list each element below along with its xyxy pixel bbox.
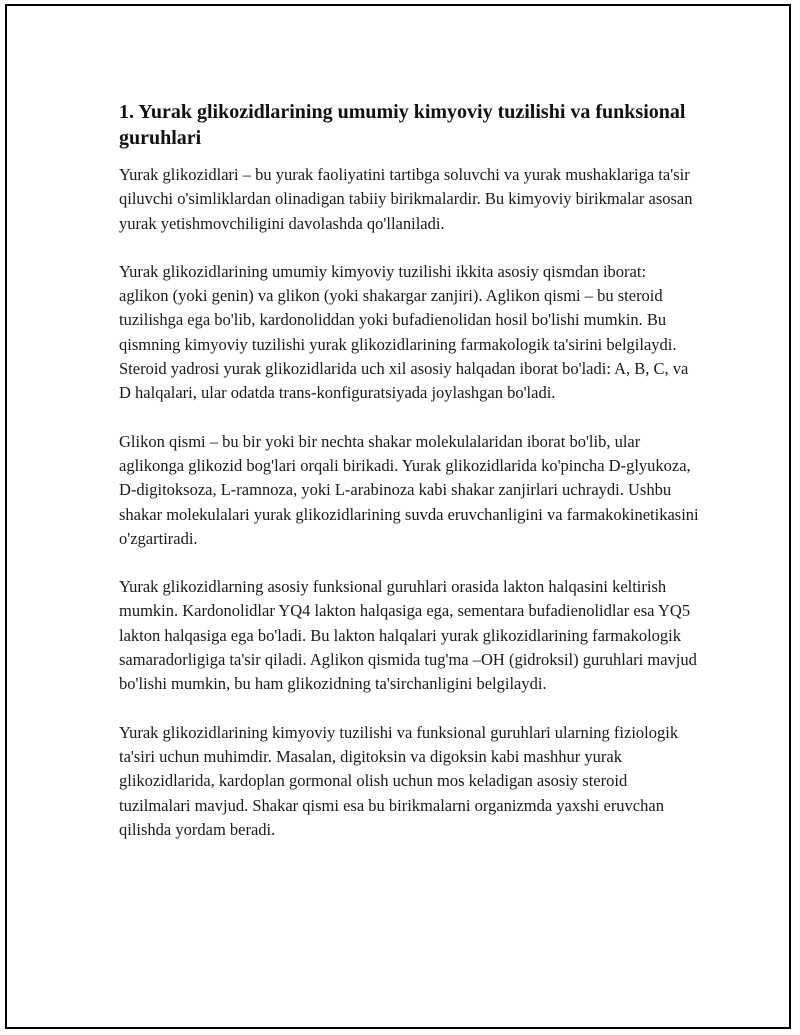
paragraph-glikon: Glikon qismi – bu bir yoki bir nechta shakar molekulalaridan iborat bo'lib, ular aglikonga glikozid bog'lari orqali birikadi. Yurak glikozidlarida ko'pincha D-glyukoza, D-digitoksoza, L-ramnoza, yoki L-arabinoza kabi shakar zanjirlari uchraydi. Ushbu shakar molekulalari yurak glikozidlarining suvda eruvchanligini va farmakokinetikasini o'zgartiradi. bbox=[119, 431, 699, 548]
section-title: 1. Yurak glikozidlarining umumiy kimyoviy tuzilishi va funksional guruhlari bbox=[119, 101, 686, 149]
document-page bbox=[5, 4, 791, 1029]
paragraph-intro: Yurak glikozidlari – bu yurak faoliyatini tartibga soluvchi va yurak mushaklariga ta'sir qiluvchi o'simliklardan olinadigan tabiiy birikmalardir. Bu kimyoviy birikmalar asosan yurak yetishmovchiligini davolashda qo'llaniladi. bbox=[119, 165, 693, 233]
paragraph-aglikon: Yurak glikozidlarining umumiy kimyoviy tuzilishi ikkita asosiy qismdan iborat: aglikon (yoki genin) va glikon (yoki shakargar zanjiri). Aglikon qismi – bu steroid tuzilishga ega bo'lib, kardonoliddan yoki bufadienolidan hosil bo'lishi mumkin. Bu qismning kimyoviy tuzilishi yurak glikozidlarining farmakologik ta'sirini belgilaydi. Steroid yadrosi yurak glikozidlarida uch xil asosiy halqadan iborat bo'ladi: A, B, C, va D halqalari, ular odatda trans-konfiguratsiyada joylashgan bo'ladi. bbox=[119, 261, 689, 403]
paragraph-conclusion: Yurak glikozidlarining kimyoviy tuzilishi va funksional guruhlari ularning fiziologik ta'siri uchun muhimdir. Masalan, digitoksin va digoksin kabi mashhur yurak glikozidlarida, kardoplan gormonal olish uchun mos keladigan asosiy steroid tuzilmalari mavjud. Shakar qismi esa bu birikmalarni organizmda yaxshi eruvchan qilishda yordam beradi. bbox=[119, 722, 679, 839]
document-body bbox=[119, 99, 699, 866]
paragraph-functional-groups: Yurak glikozidlarning asosiy funksional guruhlari orasida lakton halqasini keltirish mumkin. Kardonolidlar YQ4 lakton halqasiga ega, sementara bufadienolidlar esa YQ5 lakton halqasiga ega bo'ladi. Bu lakton halqalari yurak glikozidlarining farmakologik samaradorligiga ta'sir qiladi. Aglikon qismida tug'ma –OH (gidroksil) guruhlari mavjud bo'lishi mumkin, bu ham glikozidning ta'sirchanligini belgilaydi. bbox=[119, 577, 697, 694]
